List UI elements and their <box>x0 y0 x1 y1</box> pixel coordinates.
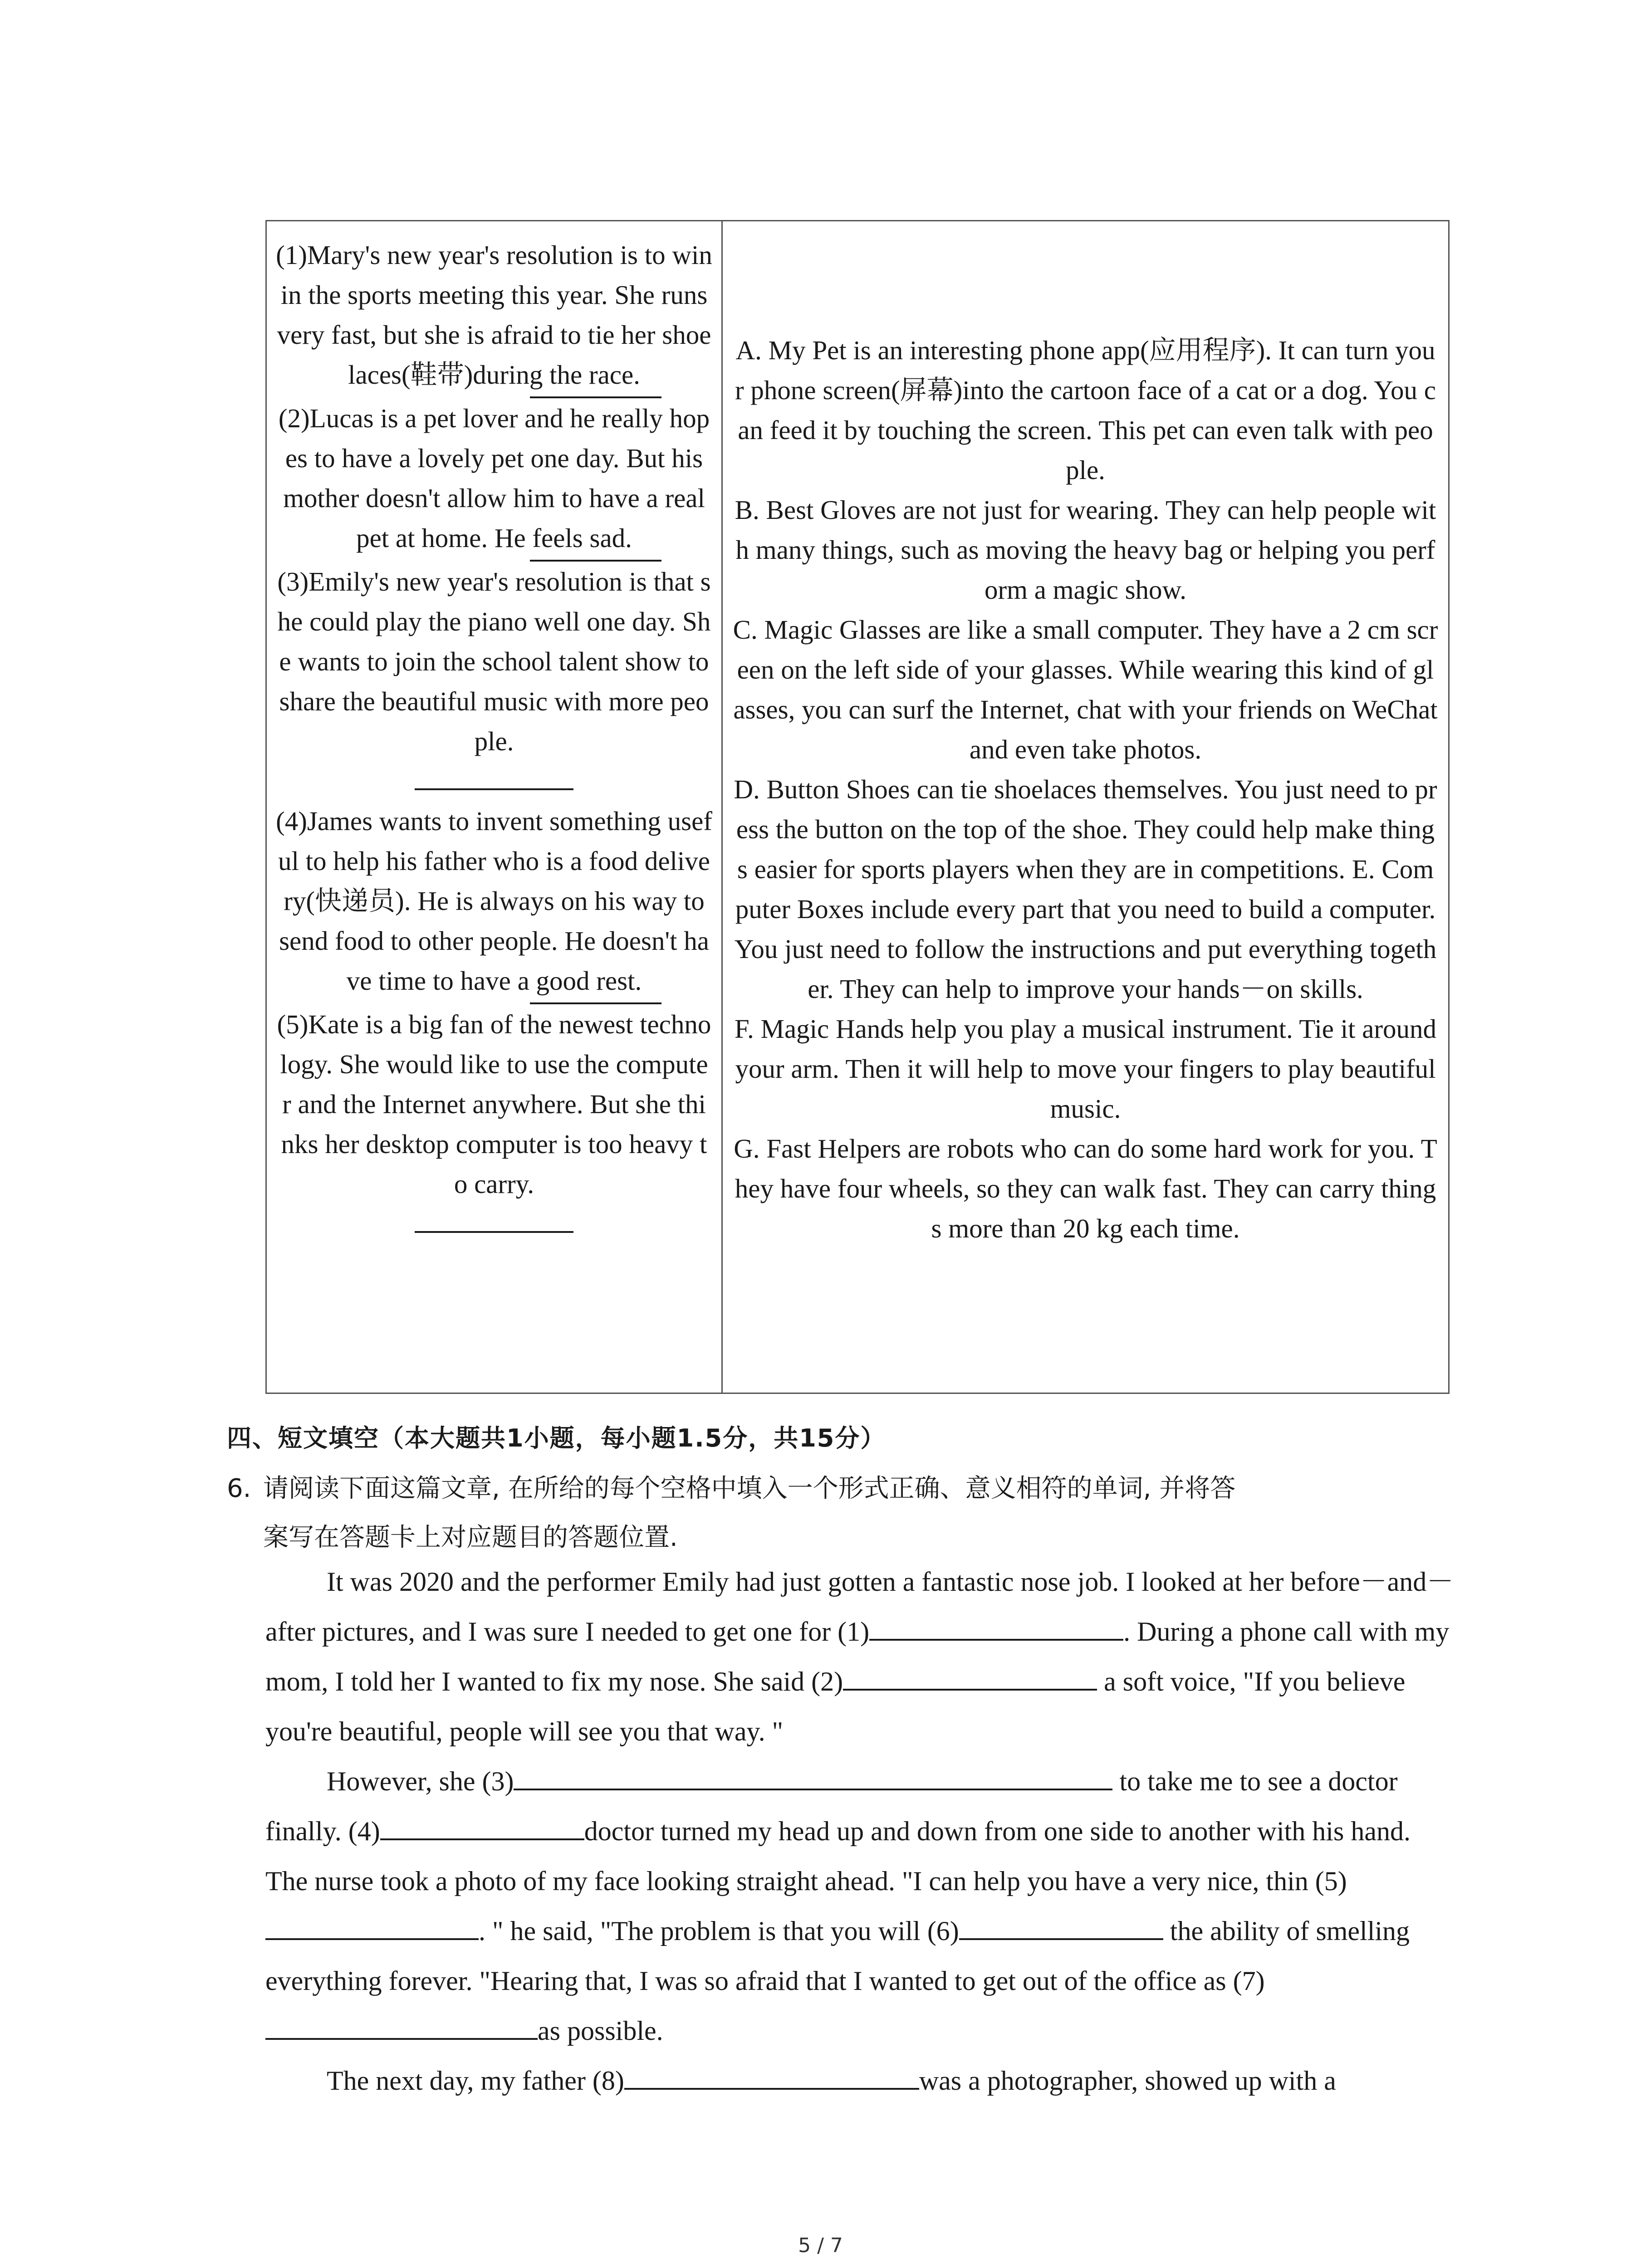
blank-6[interactable] <box>959 1909 1163 1940</box>
blank-8[interactable] <box>624 2059 919 2090</box>
passage-text: The next day, my father (8) <box>327 2066 624 2096</box>
blank-5[interactable] <box>265 1909 479 1940</box>
option-b: B. Best Gloves are not just for wearing. They can help people with many things, such as moving the heavy bag or helping you perform a magic show. <box>735 495 1436 605</box>
passage-text: . " he said, "The problem is that you will (6) <box>479 1916 959 1946</box>
passage-text: doctor turned my head up and down from one side to another with his hand. The nurse took a photo of my face looking straight ahead. "I can help you have a very nice, thin (5) <box>265 1816 1411 1896</box>
paragraph-2 <box>265 1756 1454 2056</box>
question-6-instruction <box>227 1464 1461 1562</box>
options-column <box>723 221 1448 1393</box>
instruction-line-2: 案写在答题卡上对应题目的答题位置. <box>263 1523 678 1552</box>
option-f: F. Magic Hands help you play a musical instrument. Tie it around your arm. Then it will help to move your fingers to play beautiful music. <box>734 1014 1437 1124</box>
question-item-5 <box>276 1004 712 1233</box>
blank-4[interactable] <box>380 1809 584 1840</box>
passage-text: . During a phone call with my mom, I told her I wanted to fix my nose. She said (2) <box>265 1617 1450 1696</box>
passage-text: as possible. <box>538 2016 663 2046</box>
question-item-3 <box>276 562 712 790</box>
cloze-passage <box>265 1557 1454 2106</box>
passage-text: a soft voice, "If you believe you're beautiful, people will see you that way. " <box>265 1667 1406 1746</box>
answer-blank-3[interactable] <box>415 779 573 790</box>
paragraph-3 <box>265 2056 1454 2106</box>
question-item-1 <box>276 235 712 398</box>
question-text: (1)Mary's new year's resolution is to win in the sports meeting this year. She runs very fast, but she is afraid to tie her shoelaces(鞋带)during the race. <box>276 240 712 390</box>
question-item-2 <box>276 398 712 562</box>
option-g: G. Fast Helpers are robots who can do some hard work for you. They have four wheels, so they can walk fast. They can carry things more than 20 kg each time. <box>734 1134 1437 1243</box>
section-title: 四、短文填空（本大题共1小题，每小题1.5分，共15分） <box>227 1424 886 1452</box>
passage-text: to take me to see a doctor finally. (4) <box>265 1766 1398 1846</box>
blank-7[interactable] <box>265 2009 538 2040</box>
question-text: (4)James wants to invent something useful to help his father who is a food delivery(快递员). He is always on his way to send food to other people. He doesn't have time to have a good rest. <box>276 806 712 996</box>
question-text: (5)Kate is a big fan of the newest technology. She would like to use the computer and the Internet anywhere. But she thinks her desktop computer is too heavy to carry. <box>277 1009 711 1199</box>
instruction-line-1: 请阅读下面这篇文章, 在所给的每个空格中填入一个形式正确、意义相符的单词, 并将答 <box>263 1474 1236 1503</box>
passage-text: the ability of smelling everything forever. "Hearing that, I was so afraid that I wanted to get out of the office as (7) <box>265 1916 1410 1996</box>
option-d-e: D. Button Shoes can tie shoelaces themselves. You just need to press the button on the top of the shoe. They could help make things easier for sports players when they are in competitions. E. Computer Boxes include every part that you need to build a computer. You just need to follow the instructions and put everything together. They can help to improve your hands－on skills. <box>734 774 1437 1004</box>
paragraph-1 <box>265 1557 1454 1756</box>
blank-2[interactable] <box>843 1660 1097 1691</box>
page-number: 5 / 7 <box>798 2234 843 2257</box>
passage-text: was a photographer, showed up with a <box>919 2066 1336 2096</box>
answer-blank-5[interactable] <box>415 1222 573 1233</box>
question-text: (2)Lucas is a pet lover and he really hopes to have a lovely pet one day. But his mother doesn't allow him to have a real pet at home. He feels sad. <box>278 403 710 553</box>
blank-3[interactable] <box>514 1760 1112 1790</box>
question-number: 6. <box>227 1474 251 1503</box>
question-item-4 <box>276 801 712 1004</box>
questions-column <box>267 221 723 1393</box>
question-text: (3)Emily's new year's resolution is that she could play the piano well one day. She wants to join the school talent show to share the beautiful music with more people. <box>277 567 711 756</box>
option-c: C. Magic Glasses are like a small computer. They have a 2 cm screen on the left side of your glasses. While wearing this kind of glasses, you can surf the Internet, chat with your friends on WeChat and even take photos. <box>733 615 1438 764</box>
passage-text: It was 2020 and the performer Emily had just gotten a fantastic nose job. I looked at her before－and－after pictures, and I was sure I needed to get one for (1) <box>265 1567 1454 1647</box>
option-a: A. My Pet is an interesting phone app(应用程序). It can turn your phone screen(屏幕)into the cartoon face of a cat or a dog. You can feed it by touching the screen. This pet can even talk with people. <box>735 335 1436 485</box>
blank-1[interactable] <box>869 1610 1123 1641</box>
passage-text: However, she (3) <box>327 1766 514 1796</box>
matching-table <box>265 220 1450 1394</box>
